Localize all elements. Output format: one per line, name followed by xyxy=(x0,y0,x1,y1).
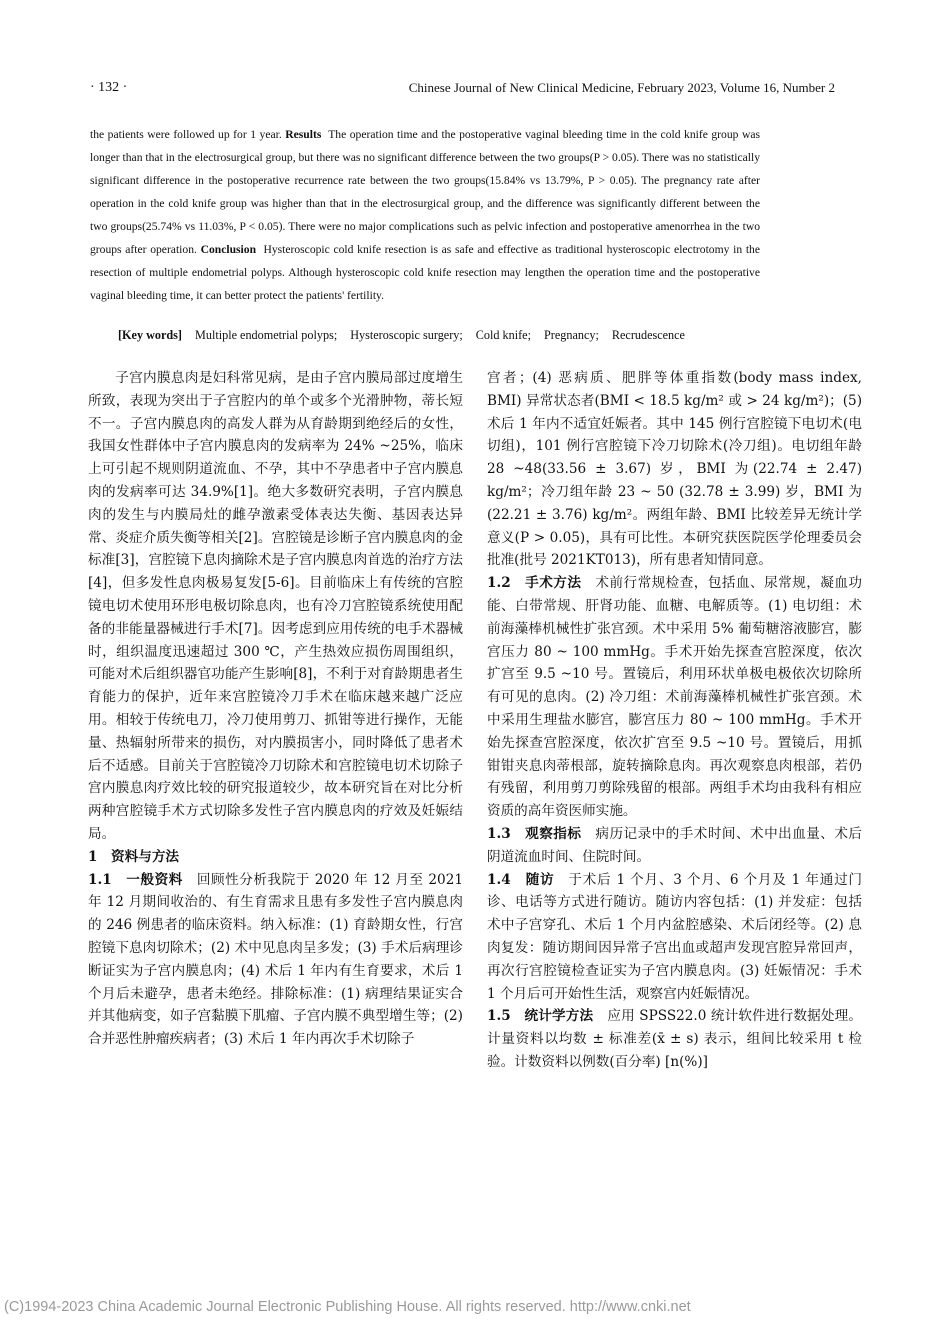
keywords-label: [Key words] xyxy=(118,328,182,342)
english-abstract xyxy=(90,123,760,307)
keywords xyxy=(118,328,695,343)
subsection-1-1 xyxy=(88,869,463,1051)
keyword: Multiple endometrial polyps; xyxy=(195,328,338,342)
subsection-1-4 xyxy=(487,869,862,1006)
subsection-text: 应用 SPSS22.0 统计软件进行数据处理。计量资料以均数 ± 标准差(x̄ ± s) 表示，组间比较采用 t 检验。计数资料以例数(百分率) [n(%)] xyxy=(487,1008,862,1070)
keyword: Recrudescence xyxy=(611,328,685,342)
subsection-text: 回顾性分析我院于 2020 年 12 月至 2021 年 12 月期间收治的、有生育需求且患有多发性子宫内膜息肉的 246 例患者的临床资料。纳入标准：(1) 育龄期女性，行宫腔镜下息肉切除术；(2) 术中见息肉呈多发；(3) 手术后病理诊断证实为子宫内膜息肉；(4) 术后 1 年内有生育要求，术后 1 个月后未避孕，患者未绝经。排除标准：(1) 病理结果证实合并其他病变，如子宫黏膜下肌瘤、子宫内膜不典型增生等；(2) 合并恶性肿瘤疾病者；(3) 术后 1 年内再次手术切除子 xyxy=(88,871,463,1048)
subsection-1-3 xyxy=(487,823,862,869)
subsection-text: 病历记录中的手术时间、术中出血量、术后阴道流血时间、住院时间。 xyxy=(487,825,863,865)
subsection-text: 术前行常规检查，包括血、尿常规，凝血功能、白带常规、肝肾功能、血糖、电解质等。(1) 电切组：术前海藻棒机械性扩张宫颈。术中采用 5% 葡萄糖溶液膨宫，膨宫压力 80 ~ 100 mmHg。手术开始先探查宫腔深度，依次扩宫至 9.5 ~10 号。置镜后，利用环状单极电极依次切除所有可见的息肉。(2) 冷刀组：术前海藻棒机械性扩张宫颈。术中采用生理盐水膨宫，膨宫压力 80 ~ 100 mmHg。手术开始先探查宫腔深度，依次扩宫至 9.5 ~10 号。置镜后，用抓钳钳夹息肉蒂根部，旋转摘除息肉。再次观察息肉根部，若仍有残留，利用剪刀剪除残留的根部。两组手术均由我科有相应资质的高年资医师实施。 xyxy=(487,575,863,820)
results-label: Results xyxy=(285,128,322,141)
section-heading: 1 资料与方法 xyxy=(88,848,180,865)
subsection-label: 1.4 随访 xyxy=(487,871,555,888)
running-header xyxy=(90,80,835,100)
intro-paragraph: 子宫内膜息肉是妇科常见病，是由子宫内膜局部过度增生所致，表现为突出于子宫腔内的单个或多个光滑肿物，蒂长短不一。子宫内膜息肉的高发人群为从育龄期到绝经后的女性，我国女性群体中子宫内膜息肉的发病率为 24% ~25%，临床上可引起不规则阴道流血、不孕，其中不孕患者中子宫内膜息肉的发病率可达 34.9%[1]。绝大多数研究表明，子宫内膜息肉的发生与内膜局灶的雌孕激素受体表达失衡、基因表达异常、炎症介质失衡等相关[2]。宫腔镜是诊断子宫内膜息肉的金标准[3]，宫腔镜下息肉摘除术是子宫内膜息肉首选的治疗方法[4]，但多发性息肉极易复发[5-6]。目前临床上有传统的宫腔镜电切术使用环形电极切除息肉，也有冷刀宫腔镜系统使用配备的非能量器械进行手术[7]。因考虑到应用传统的电手术器械时，组织温度迅速超过 300 ℃，产生热效应损伤周围组织，可能对术后组织器官功能产生影响[8]，不利于对育龄期患者生育能力的保护，近年来宫腔镜冷刀手术在临床越来越广泛应用。相较于传统电刀，冷刀使用剪刀、抓钳等进行操作，无能量、热辐射所带来的损伤，对内膜损害小，同时降低了患者术后不适感。目前关于宫腔镜冷刀切除术和宫腔镜电切术切除子宫内膜息肉疗效比较的研究报道较少，故本研究旨在对比分析两种宫腔镜手术方式切除多发性子宫内膜息肉的疗效及妊娠结局。 xyxy=(88,370,463,842)
results-text: The operation time and the postoperative vaginal bleeding time in the cold knife group was longer than that in the electrosurgical group, but there was no significant difference between the two groups(P > 0.05). There was no statistically significant difference in the postoperative recurrence rate between the two groups(15.84% vs 13.79%, P > 0.05). The pregnancy rate after operation in the cold knife group was higher than that in the electrosurgical group, and the difference was significantly different between the two groups(25.74% vs 11.03%, P < 0.05). There were no major complications such as pelvic infection and postoperative amenorrhea in the two groups after operation. xyxy=(90,128,760,256)
keyword: Pregnancy; xyxy=(544,328,599,342)
journal-citation: Chinese Journal of New Clinical Medicine, February 2023, Volume 16, Number 2 xyxy=(408,80,835,95)
page-number: · 132 · xyxy=(90,80,128,95)
copyright-footer: (C)1994-2023 China Academic Journal Electronic Publishing House. All rights reserved. http://www.cnki.net xyxy=(4,1299,691,1315)
subsection-label: 1.2 手术方法 xyxy=(487,575,582,592)
right-column xyxy=(487,367,862,1074)
left-column xyxy=(88,367,463,1051)
subsection-1-2 xyxy=(487,572,862,823)
abstract-lead: the patients were followed up for 1 year. xyxy=(90,128,282,141)
subsection-text: 于术后 1 个月、3 个月、6 个月及 1 年通过门诊、电话等方式进行随访。随访内容包括：(1) 并发症：包括术中子宫穿孔、术后 1 个月内盆腔感染、术后闭经等。(2) 息肉复发：随访期间因异常子宫出血或超声发现宫腔异常回声，再次行宫腔镜检查证实为子宫内膜息肉。(3) 妊娠情况：手术 1 个月后可开始性生活，观察宫内妊娠情况。 xyxy=(487,871,862,1002)
continued-paragraph: 宫者；(4) 恶病质、肥胖等体重指数(body mass index, BMI) 异常状态者(BMI < 18.5 kg/m² 或 > 24 kg/m²)；(5) 术后 1 年内不适宜妊娠者。其中 145 例行宫腔镜下电切术(电切组)，101 例行宫腔镜下冷刀切除术(冷刀组)。电切组年龄 28 ~48(33.56 ± 3.67) 岁，BMI 为(22.74 ± 2.47) kg/m²；冷刀组年龄 23 ~ 50 (32.78 ± 3.99) 岁，BMI 为(22.21 ± 3.76) kg/m²。两组年龄、BMI 比较差异无统计学意义(P > 0.05)，具有可比性。本研究获医院医学伦理委员会批准(批号 2021KT013)，所有患者知情同意。 xyxy=(487,370,862,569)
subsection-1-5 xyxy=(487,1005,862,1073)
conclusion-label: Conclusion xyxy=(200,243,257,256)
conclusion-text: Hysteroscopic cold knife resection is as safe and effective as traditional hysteroscopic electrotomy in the resection of multiple endometrial polyps. Although hysteroscopic cold knife resection may lengthen the operation time and the postoperative vaginal bleeding time, it can better protect the patients' fertility. xyxy=(90,243,761,302)
subsection-label: 1.5 统计学方法 xyxy=(487,1008,594,1025)
keyword: Cold knife; xyxy=(475,328,531,342)
keyword: Hysteroscopic surgery; xyxy=(350,328,463,342)
subsection-label: 1.1 一般资料 xyxy=(88,871,183,888)
subsection-label: 1.3 观察指标 xyxy=(487,825,582,842)
